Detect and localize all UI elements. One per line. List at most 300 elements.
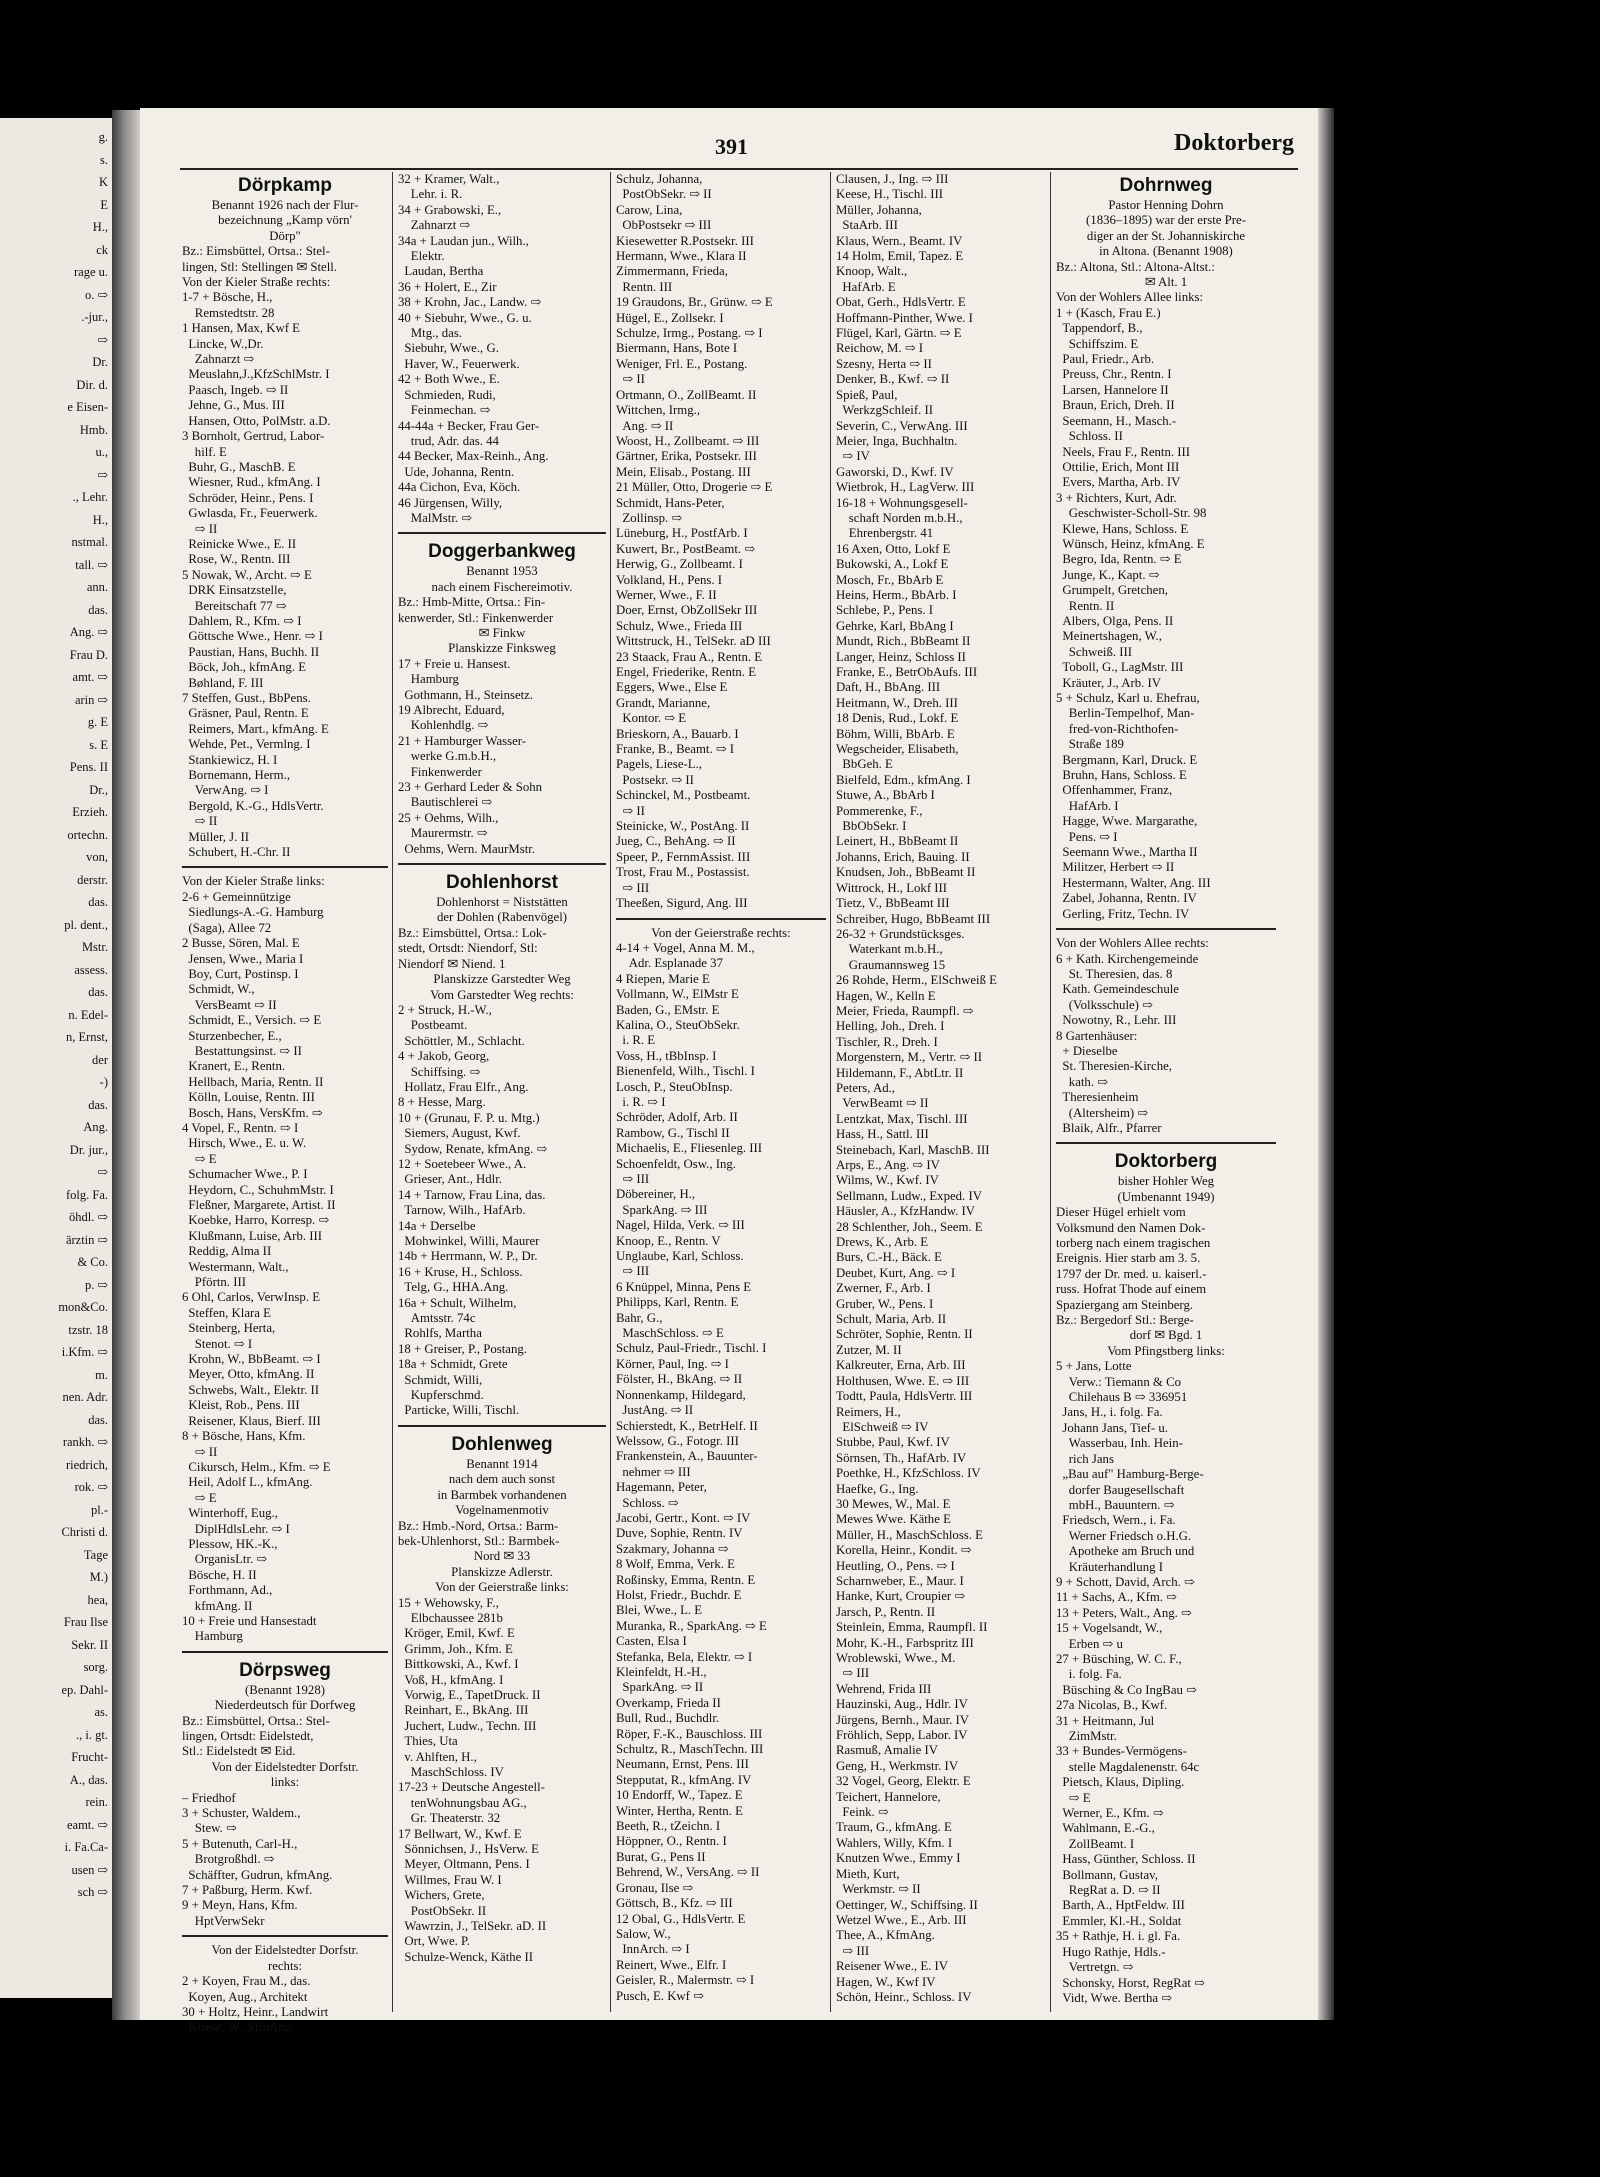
section-rule <box>182 1651 388 1653</box>
directory-line: Siemers, August, Kwf. <box>398 1126 521 1141</box>
directory-line: Reinhart, E., BkAng. III <box>398 1703 529 1718</box>
directory-line: 1 Hansen, Max, Kwf E <box>182 321 300 336</box>
directory-line: 12 + Soetebeer Wwe., A. <box>398 1156 527 1171</box>
directory-line: Baden, G., EMstr. E <box>616 1002 720 1017</box>
directory-line: Klewe, Hans, Schloss. E <box>1056 521 1189 536</box>
directory-line: nehmer ⇨ III <box>616 1464 691 1479</box>
directory-line: Von der Wohlers Allee links: <box>1056 290 1204 305</box>
left-page-text: das. <box>88 1097 108 1112</box>
directory-line: Biermann, Hans, Bote I <box>616 341 738 356</box>
directory-line: 33 + Bundes-Vermögens- <box>1056 1744 1187 1759</box>
directory-line: Graumannsweg 15 <box>836 957 946 972</box>
directory-line: Steffen, Klara E <box>182 1305 271 1320</box>
directory-line: bek-Uhlenhorst, Stl.: Barmbek- <box>398 1533 560 1548</box>
directory-line: Knoop, Walt., <box>836 264 908 279</box>
left-page-text: mon&Co. <box>58 1300 108 1314</box>
directory-line: Gronau, Ilse ⇨ <box>616 1880 694 1895</box>
directory-line: Bøhland, F. III <box>182 675 264 690</box>
directory-line: Knoop, E., Rentn. V <box>616 1233 721 1248</box>
left-page-text: s. <box>100 152 108 167</box>
directory-line: 5 + Jans, Lotte <box>1056 1359 1132 1374</box>
left-page-text: pl. dent., <box>64 917 108 932</box>
directory-line: Heins, Herm., BbArb. I <box>836 587 957 602</box>
directory-line: Jehne, G., Mus. III <box>182 398 285 413</box>
directory-line: Hestermann, Walter, Ang. III <box>1056 875 1211 890</box>
street-heading: Dörpkamp <box>238 175 332 196</box>
section-rule <box>398 532 606 534</box>
directory-line: Wegscheider, Elisabeth, <box>836 742 959 757</box>
left-page-text: o. ⇨ <box>85 287 108 302</box>
directory-line: Drews, K., Arb. E <box>836 1235 929 1250</box>
directory-line: Hansen, Otto, PolMstr. a.D. <box>182 413 331 428</box>
directory-line: Zahnarzt ⇨ <box>398 218 471 233</box>
directory-line: Evers, Martha, Arb. IV <box>1056 475 1181 490</box>
directory-line: Geng, H., Werkmstr. IV <box>836 1758 959 1773</box>
directory-line: Muranka, R., SparkAng. ⇨ E <box>616 1618 767 1633</box>
directory-line: Kalina, O., SteuObSekr. <box>616 1017 740 1032</box>
directory-line: VerwAng. ⇨ I <box>182 783 269 798</box>
directory-line: 21 Müller, Otto, Drogerie ⇨ E <box>616 480 773 495</box>
directory-line: Bergmann, Karl, Druck. E <box>1056 752 1198 767</box>
directory-line: ObPostsekr ⇨ III <box>616 218 712 233</box>
directory-line: 17 + Freie u. Hansest. <box>398 656 511 671</box>
left-page-text: A., das. <box>69 1772 108 1787</box>
directory-line: (Saga), Allee 72 <box>182 920 272 935</box>
directory-line: Lentzkat, Max, Tischl. III <box>836 1111 968 1126</box>
directory-line: Müller, J. II <box>182 829 250 844</box>
directory-line: Heitmann, W., Dreh. III <box>836 695 958 710</box>
directory-line: Schulze, Irmg., Postang. ⇨ I <box>616 326 763 341</box>
directory-line: Trost, Frau M., Postassist. <box>616 865 750 880</box>
left-page-text: ., i. gt. <box>76 1727 108 1742</box>
directory-line: St. Theresien, das. 8 <box>1056 966 1173 981</box>
directory-line: PostObSekr. ⇨ II <box>616 187 712 202</box>
directory-line: Schulz, Paul-Friedr., Tischl. I <box>616 1341 767 1356</box>
book-gutter <box>112 110 142 2020</box>
directory-line: VersBeamt ⇨ II <box>182 997 277 1012</box>
directory-line: Oehms, Wern. MaurMstr. <box>398 841 535 856</box>
column-divider <box>1050 172 1051 2012</box>
directory-line: Sydow, Renate, kfmAng. ⇨ <box>398 1141 548 1156</box>
directory-line: 32 Vogel, Georg, Elektr. E <box>836 1774 971 1789</box>
directory-line: Werner, Wwe., F. II <box>616 587 717 602</box>
left-page-text: i.Kfm. ⇨ <box>61 1345 108 1359</box>
directory-line: Von der Wohlers Allee rechts: <box>1056 936 1209 951</box>
directory-line: Müller, H., MaschSchloss. E <box>836 1527 983 1542</box>
directory-line: 8 Wolf, Emma, Verk. E <box>616 1557 735 1572</box>
directory-line: Fröhlich, Sepp, Labor. IV <box>836 1728 968 1743</box>
directory-line: Sellmann, Ludw., Exped. IV <box>836 1188 982 1203</box>
directory-line: Tietz, V., BbBeamt III <box>836 896 950 911</box>
street-heading: Doktorberg <box>1114 1151 1218 1173</box>
directory-line: 2-6 + Gemeinnützige <box>182 889 291 904</box>
directory-line: 44 Becker, Max-Reinh., Ang. <box>398 449 549 464</box>
directory-line: Nonnenkamp, Hildegard, <box>616 1387 746 1402</box>
directory-line: kenwerder, Stl.: Finkenwerder <box>398 610 554 625</box>
directory-line: Körner, Paul, Ing. ⇨ I <box>616 1356 729 1371</box>
directory-line: dorf ✉ Bgd. 1 <box>1129 1328 1203 1343</box>
directory-line: Engel, Friederike, Rentn. E <box>616 665 757 679</box>
directory-line: Schoenfeldt, Osw., Ing. <box>616 1156 737 1171</box>
directory-line: Meyer, Oltmann, Pens. I <box>398 1857 530 1872</box>
directory-line: MaschSchloss. IV <box>398 1765 504 1779</box>
directory-line: Reinert, Wwe., Elfr. I <box>616 1957 727 1972</box>
directory-line: 25 + Oehms, Wilh., <box>398 810 499 825</box>
directory-line: Carow, Lina, <box>616 202 683 217</box>
directory-line: ZollBeamt. I <box>1056 1836 1135 1851</box>
directory-line: 16a + Schult, Wilhelm, <box>398 1295 517 1310</box>
directory-line: 34a + Laudan jun., Wilh., <box>398 233 529 248</box>
directory-line: Frankenstein, A., Bauunter- <box>616 1449 758 1464</box>
directory-line: Schult, Maria, Arb. II <box>836 1312 947 1327</box>
directory-line: Schröter, Sophie, Rentn. II <box>836 1327 973 1342</box>
directory-line: rechts: <box>267 1958 303 1973</box>
directory-line: Verw.: Tiemann & Co <box>1056 1374 1182 1389</box>
directory-line: 19 Albrecht, Eduard, <box>398 703 505 717</box>
directory-line: Stenot. ⇨ I <box>182 1336 253 1351</box>
directory-line: Kleinfeldt, H.-H., <box>616 1665 707 1679</box>
directory-line: 16-18 + Wohnungsgesell- <box>836 495 968 510</box>
directory-line: Burs, C.-H., Bäck. E <box>836 1250 942 1265</box>
section-rule <box>182 866 388 868</box>
left-page-text: & Co. <box>77 1255 108 1269</box>
directory-line: Amtsstr. 74c <box>398 1311 476 1326</box>
left-page-text: m. <box>95 1367 108 1382</box>
directory-line: Willmes, Frau W. I <box>398 1872 502 1887</box>
directory-line: ⇨ III <box>836 1943 870 1958</box>
directory-line: Paul, Friedr., Arb. <box>1056 352 1155 367</box>
directory-line: ⇨ II <box>182 814 218 829</box>
left-page-text: Frau D. <box>69 647 108 662</box>
directory-line: Knudsen, Joh., BbBeamt II <box>836 865 976 880</box>
directory-line: i. R. E <box>616 1033 656 1048</box>
directory-line: Meyer, Otto, kfmAng. II <box>182 1367 315 1382</box>
left-page-text: Dir. d. <box>76 377 108 392</box>
directory-line: Mewes Wwe. Käthe E <box>836 1512 951 1527</box>
directory-line: 30 + Holtz, Heinr., Landwirt <box>182 2004 329 2019</box>
directory-line: Jarsch, P., Rentn. II <box>836 1604 936 1619</box>
directory-line: Häusler, A., KfzHandw. IV <box>836 1204 976 1219</box>
directory-line: Bautischlerei ⇨ <box>398 795 493 810</box>
directory-line: Stubbe, Paul, Kwf. IV <box>836 1435 950 1450</box>
left-page-text: tzstr. 18 <box>68 1322 108 1337</box>
directory-line: Gruber, W., Pens. I <box>836 1296 934 1311</box>
directory-line: Keese, H., Tischl. III <box>836 187 943 202</box>
directory-line: 35 + Rathje, H. i. gl. Fa. <box>1056 1929 1181 1944</box>
directory-line: Planskizze Finksweg <box>448 641 556 656</box>
directory-line: Braun, Erich, Dreh. II <box>1056 398 1175 413</box>
directory-line: Friedsch, Wern., i. Fa. <box>1056 1513 1176 1528</box>
directory-line: Wawrzin, J., TelSekr. aD. II <box>398 1919 547 1934</box>
left-page-text: derstr. <box>77 872 108 887</box>
directory-line: Vorwig, E., TapetDruck. II <box>398 1687 541 1702</box>
column-divider <box>392 172 393 2012</box>
directory-line: SparkAng. ⇨ III <box>616 1202 708 1217</box>
directory-line: Albers, Olga, Pens. II <box>1056 613 1174 628</box>
directory-line: Kranert, E., Rentn. <box>182 1059 286 1074</box>
directory-line: Weniger, Frl. E., Postang. <box>616 356 748 371</box>
directory-line: Paasch, Ingeb. ⇨ II <box>182 382 289 397</box>
directory-line: ⇨ II <box>182 1444 218 1459</box>
directory-line: Wittrock, H., Lokf III <box>836 880 948 895</box>
directory-line: Stepputat, R., kfmAng. IV <box>616 1772 752 1787</box>
directory-line: Hagen, W., Kwf IV <box>836 1974 936 1989</box>
directory-line: Hagen, W., Kelln E <box>836 988 936 1003</box>
directory-line: Severin, C., VerwAng. III <box>836 418 968 433</box>
directory-line: Pastor Henning Dohrn <box>1108 198 1224 212</box>
left-page-text: ⇨ <box>97 332 108 347</box>
directory-line: 4-14 + Vogel, Anna M. M., <box>616 940 755 955</box>
directory-line: Kontor. ⇨ E <box>616 711 687 726</box>
directory-line: Bz.: Altona, Stl.: Altona-Altst.: <box>1056 259 1215 274</box>
directory-line: Franke, B., Beamt. ⇨ I <box>616 742 735 757</box>
directory-line: Herwig, G., Zollbeamt. I <box>616 557 743 572</box>
directory-line: OrganisLtr. ⇨ <box>182 1552 268 1567</box>
left-page-text: as. <box>94 1705 108 1719</box>
street-heading: Dohrnweg <box>1119 175 1213 196</box>
directory-line: v. Ahlften, H., <box>398 1749 477 1764</box>
left-page-text: hea, <box>87 1592 108 1607</box>
directory-line: Postsekr. ⇨ II <box>616 772 694 787</box>
directory-line: HafArb. E <box>836 279 896 294</box>
directory-line: Philipps, Karl, Rentn. E <box>616 1295 739 1310</box>
directory-line: Wiesner, Rud., kfmAng. I <box>182 475 321 490</box>
directory-line: Schmidt, W., <box>182 982 255 997</box>
directory-line: Scharnweber, E., Maur. I <box>836 1573 964 1588</box>
directory-line: Kath. Gemeindeschule <box>1056 982 1179 997</box>
left-page-text: eamt. ⇨ <box>66 1817 108 1832</box>
directory-line: Knutzen Wwe., Emmy I <box>836 1851 961 1866</box>
directory-line: Maurermstr. ⇨ <box>398 826 488 841</box>
section-rule <box>398 1425 606 1427</box>
directory-line: mbH., Bauuntern. ⇨ <box>1056 1497 1175 1512</box>
left-page-text: Dr. jur., <box>69 1142 108 1157</box>
directory-line: Steinberg, Herta, <box>182 1321 276 1336</box>
directory-line: Rose, W., Rentn. III <box>182 552 291 567</box>
directory-line: Dieser Hügel erhielt vom <box>1056 1205 1186 1220</box>
directory-line: Wehrend, Frida III <box>836 1681 932 1696</box>
directory-line: Haefke, G., Ing. <box>836 1481 919 1496</box>
directory-line: Finkenwerder <box>398 764 482 779</box>
directory-line: Thies, Uta <box>398 1734 458 1749</box>
directory-line: Heil, Adolf L., kfmAng. <box>182 1475 313 1490</box>
directory-line: Stefanka, Bela, Elektr. ⇨ I <box>616 1649 753 1664</box>
directory-line: DiplHdlsLehr. ⇨ I <box>182 1521 290 1536</box>
directory-line: Seemann, H., Masch.- <box>1056 413 1177 428</box>
left-page-text: ärztin ⇨ <box>65 1232 108 1247</box>
directory-line: Theresienheim <box>1056 1090 1139 1105</box>
directory-line: Reinicke Wwe., E. II <box>182 536 297 551</box>
left-page-text: arin ⇨ <box>74 692 108 707</box>
directory-line: Feinmechan. ⇨ <box>398 403 491 418</box>
directory-line: Wünsch, Heinz, kfmAng. E <box>1056 536 1205 551</box>
directory-line: rich Jans <box>1056 1451 1114 1466</box>
directory-line: Schmidt, Hans-Peter, <box>616 495 725 510</box>
directory-line: Bienenfeld, Wilh., Tischl. I <box>616 1064 755 1079</box>
directory-line: Tarnow, Wilh., HafArb. <box>398 1203 526 1218</box>
directory-line: Bestattungsinst. ⇨ II <box>182 1043 302 1058</box>
directory-line: 5 + Schulz, Karl u. Ehefrau, <box>1056 691 1200 705</box>
directory-line: Zutzer, M. II <box>836 1342 902 1357</box>
directory-line: Niederdeutsch für Dorfweg <box>214 1698 356 1713</box>
directory-line: BbObSekr. I <box>836 819 907 834</box>
left-page-text: öhdl. ⇨ <box>69 1210 108 1224</box>
directory-line: ⇨ III <box>616 1264 650 1279</box>
directory-line: Hamburg <box>398 672 459 687</box>
directory-line: stedt, Ortsdt: Niendorf, Stl: <box>398 941 538 956</box>
directory-line: Schön, Heinr., Schloss. IV <box>836 1989 972 2004</box>
directory-line: 14 + Tarnow, Frau Lina, das. <box>398 1187 546 1202</box>
directory-line: Schiffszim. E <box>1056 336 1139 351</box>
directory-line: Peters, Ad., <box>836 1080 896 1095</box>
directory-line: Schierstedt, K., BetrHelf. II <box>616 1418 758 1433</box>
directory-line: Poethke, H., KfzSchloss. IV <box>836 1466 981 1481</box>
directory-line: hilf. E <box>182 444 227 459</box>
directory-line: Blei, Wwe., L. E <box>616 1603 703 1618</box>
directory-line: Schiffsing. ⇨ <box>398 1064 481 1079</box>
left-page-text: Frucht- <box>71 1750 108 1764</box>
directory-line: lingen, Ortsdt: Eidelstedt, <box>182 1729 314 1743</box>
directory-line: Schmidt, Willi, <box>398 1372 483 1387</box>
directory-line: Krohn, W., BbBeamt. ⇨ I <box>182 1352 321 1367</box>
directory-line: Jürgens, Bernh., Maur. IV <box>836 1712 970 1727</box>
directory-line: Wittchen, Irmg., <box>616 403 701 418</box>
left-page-text: rage u. <box>73 265 108 279</box>
directory-line: Mundt, Rich., BbBeamt II <box>836 634 971 649</box>
directory-line: 10 + (Grunau, F. P. u. Mtg.) <box>398 1110 540 1125</box>
directory-line: kfmAng. II <box>182 1598 253 1613</box>
directory-line: Kriese, W., kfmAng. <box>182 2020 295 2035</box>
directory-line: 15 + Vogelsandt, W., <box>1056 1621 1163 1636</box>
directory-line: 1 + (Kasch, Frau E.) <box>1056 305 1161 320</box>
directory-line: Telg, G., HHA.Ang. <box>398 1280 509 1295</box>
directory-line: Von der Kieler Straße rechts: <box>182 275 331 290</box>
directory-line: Nagel, Hilda, Verk. ⇨ III <box>616 1218 745 1233</box>
directory-line: Szakmary, Johanna ⇨ <box>616 1541 729 1556</box>
directory-line: Vogelnamenmotiv <box>455 1503 549 1518</box>
directory-line: Hamburg <box>182 1629 243 1644</box>
left-page-text: Ang. <box>83 1120 108 1134</box>
directory-line: Jacobi, Gertr., Kont. ⇨ IV <box>616 1510 751 1525</box>
directory-line: Geisler, R., Malermstr. ⇨ I <box>616 1973 755 1988</box>
directory-line: Mtg., das. <box>398 326 462 341</box>
directory-line: Behrend, W., VersAng. ⇨ II <box>616 1865 760 1880</box>
left-page-text: nen. Adr. <box>62 1390 108 1404</box>
left-page-text: p. ⇨ <box>85 1277 108 1292</box>
directory-line: Hanke, Kurt, Croupier ⇨ <box>836 1589 966 1604</box>
directory-line: Lehr. i. R. <box>398 187 463 202</box>
directory-line: Vertretgn. ⇨ <box>1056 1960 1134 1975</box>
directory-line: links: <box>270 1775 300 1790</box>
directory-line: Pförtn. III <box>182 1275 246 1290</box>
directory-line: Steinlein, Emma, Raumpfl. II <box>836 1620 988 1635</box>
left-page-text: Dr. <box>92 355 108 369</box>
directory-line: Schröder, Heinr., Pens. I <box>182 490 314 505</box>
left-page-text: -) <box>99 1075 108 1089</box>
directory-line: Buhr, G., MaschB. E <box>182 459 296 474</box>
directory-line: Werner, E., Kfm. ⇨ <box>1056 1806 1164 1821</box>
directory-line: Schmieden, Rudi, <box>398 387 496 402</box>
directory-line: Holst, Friedr., Buchdr. E <box>616 1587 742 1602</box>
directory-line: Schlebe, P., Pens. I <box>836 603 934 618</box>
directory-line: Röper, F.-K., Bauschloss. III <box>616 1726 763 1741</box>
section-rule <box>182 1935 388 1937</box>
directory-line: Paustian, Hans, Buchh. II <box>182 644 320 659</box>
directory-line: Böhm, Willi, BbArb. E <box>836 726 955 741</box>
directory-line: Vom Garstedter Weg rechts: <box>430 987 574 1002</box>
directory-line: Ehrenbergstr. 41 <box>836 526 934 541</box>
directory-line: Schröder, Adolf, Arb. II <box>616 1110 738 1125</box>
left-page-text: rok. ⇨ <box>74 1480 108 1494</box>
directory-line: Wilms, W., Kwf. IV <box>836 1173 939 1188</box>
directory-line: Reddig, Alma II <box>182 1244 272 1259</box>
column-divider <box>610 172 611 2012</box>
directory-line: Unglaube, Karl, Schloss. <box>616 1249 744 1264</box>
left-page-text: nstmal. <box>71 535 108 549</box>
directory-line: Cikursch, Helm., Kfm. ⇨ E <box>182 1459 331 1474</box>
directory-line: Salow, W., <box>616 1926 671 1941</box>
directory-line: Hollatz, Frau Elfr., Ang. <box>398 1079 529 1094</box>
directory-line: Casten, Elsa I <box>616 1634 687 1649</box>
directory-line: Gaworski, D., Kwf. IV <box>836 464 954 479</box>
left-page-fragment <box>0 118 112 1998</box>
directory-line: Kölln, Louise, Rentn. III <box>182 1090 315 1105</box>
directory-line: Bruhn, Hans, Schloss. E <box>1056 768 1187 783</box>
directory-line: HptVerwSekr <box>182 1913 265 1928</box>
directory-line: Woost, H., Zollbeamt. ⇨ III <box>616 433 760 448</box>
directory-line: ⇨ II <box>182 521 218 536</box>
directory-line: Szesny, Herta ⇨ II <box>836 356 932 371</box>
directory-line: Höppner, O., Rentn. I <box>616 1834 727 1849</box>
directory-line: Rentn. III <box>616 279 673 294</box>
directory-line: 32 + Kramer, Walt., <box>398 172 500 186</box>
directory-line: ⇨ III <box>616 1172 650 1186</box>
directory-line: Junge, K., Kapt. ⇨ <box>1056 567 1160 582</box>
directory-line: Emmler, Kl.-H., Soldat <box>1056 1913 1182 1928</box>
directory-line: 42 + Both Wwe., E. <box>398 372 500 387</box>
directory-line: Theeßen, Sigurd, Ang. III <box>616 896 748 911</box>
left-page-text: riedrich, <box>66 1457 108 1472</box>
directory-line: Beeth, R., tZeichn. I <box>616 1819 721 1834</box>
directory-line: JustAng. ⇨ II <box>616 1403 694 1418</box>
directory-line: Johann Jans, Tief- u. <box>1056 1420 1168 1435</box>
directory-line: Ortmann, O., ZollBeamt. II <box>616 387 757 402</box>
directory-line: trud, Adr. das. 44 <box>398 433 499 448</box>
directory-line: Morgenstern, M., Vertr. ⇨ II <box>836 1050 983 1065</box>
directory-line: Schulze-Wenck, Käthe II <box>398 1949 534 1964</box>
directory-line: Denker, B., Kwf. ⇨ II <box>836 372 950 387</box>
directory-line: Nowotny, R., Lehr. III <box>1056 1013 1177 1028</box>
directory-line: 27a Nicolas, B., Kwf. <box>1056 1698 1168 1713</box>
directory-line: Bosch, Hans, VersKfm. ⇨ <box>182 1105 323 1120</box>
directory-line: torberg nach einem tragischen <box>1056 1236 1211 1250</box>
directory-line: (Volksschule) ⇨ <box>1056 997 1153 1012</box>
directory-line: Ottilie, Erich, Mont III <box>1056 459 1180 474</box>
directory-line: Neels, Frau F., Rentn. III <box>1056 444 1191 459</box>
directory-line: Grieser, Ant., Hdlr. <box>398 1172 502 1187</box>
left-page-text: ., Lehr. <box>72 490 108 504</box>
left-page-text: Ang. ⇨ <box>69 625 108 639</box>
directory-line: Hass, Günther, Schloss. II <box>1056 1852 1196 1867</box>
directory-line: Holthusen, Wwe. E. ⇨ III <box>836 1373 970 1388</box>
left-page-text: assess. <box>74 962 108 977</box>
directory-line: ⇨ E <box>1056 1790 1091 1805</box>
left-page-text: tall. ⇨ <box>75 557 108 572</box>
directory-line: (1836–1895) war der erste Pre- <box>1086 213 1246 228</box>
directory-line: Overkamp, Frieda II <box>616 1695 721 1710</box>
directory-line: Hügel, E., Zollsekr. I <box>616 310 724 325</box>
directory-line: Göttsch, B., Kfz. ⇨ III <box>616 1896 733 1911</box>
